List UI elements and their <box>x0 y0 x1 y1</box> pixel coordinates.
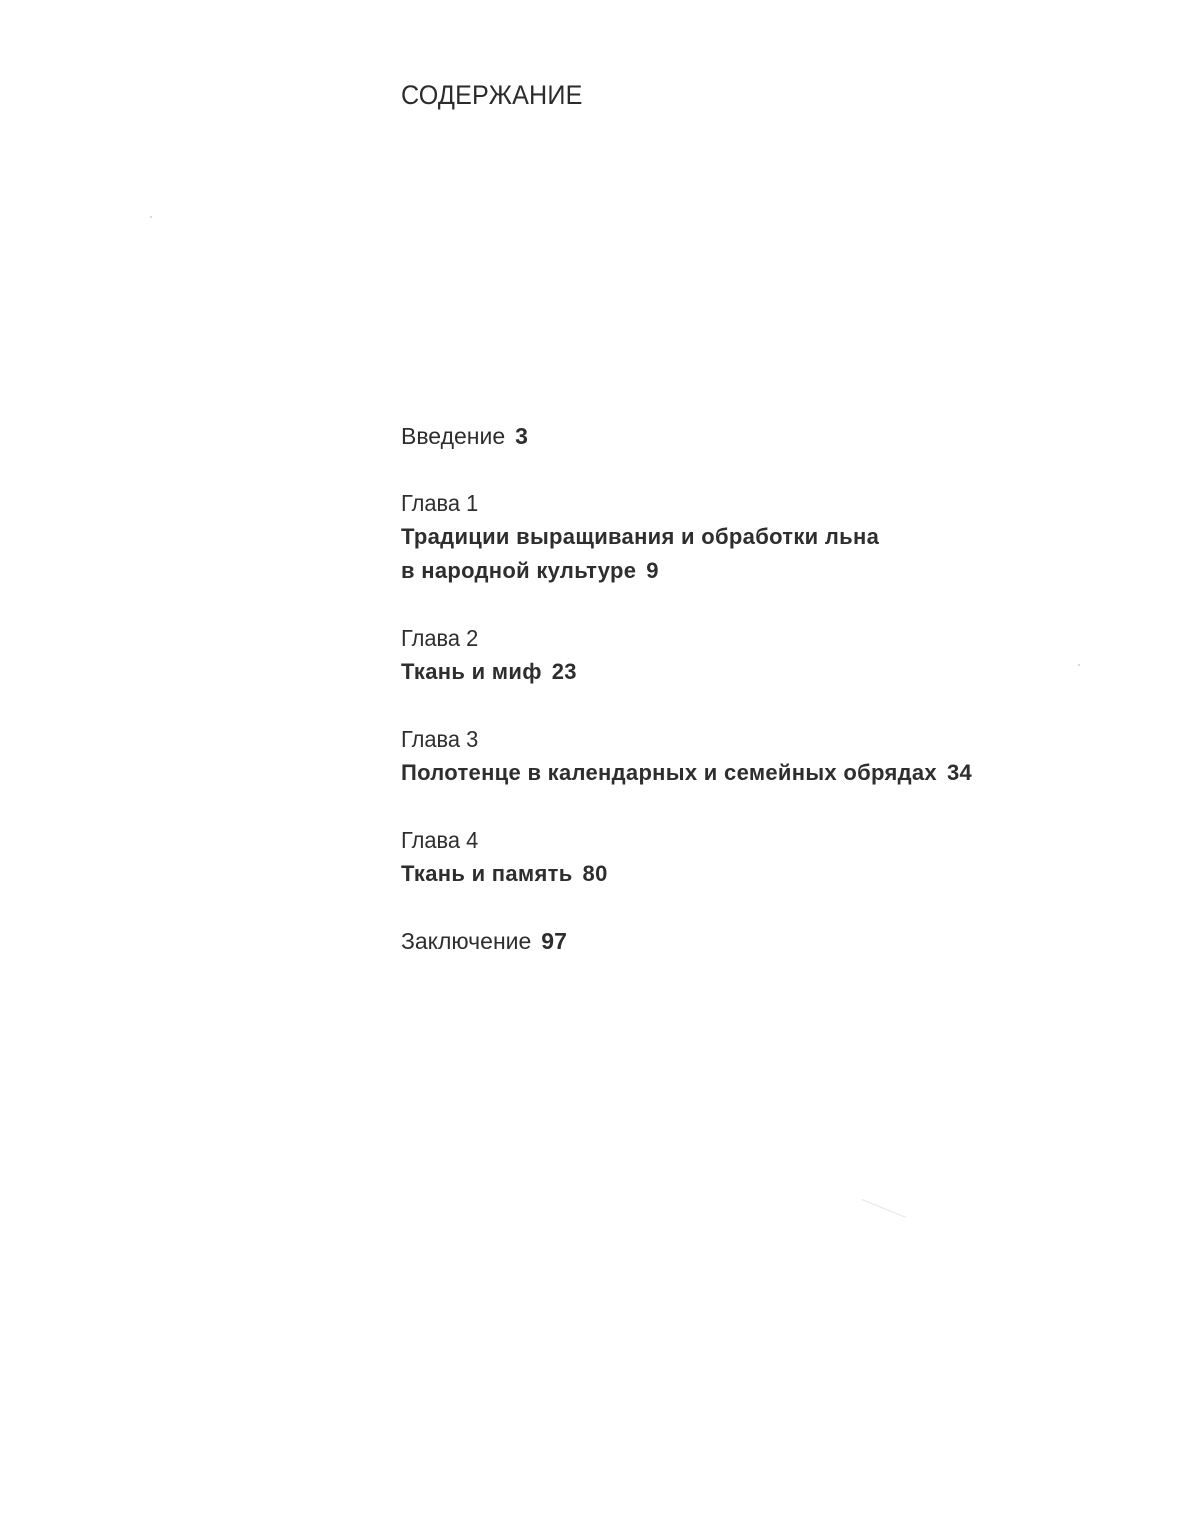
intro-label: Введение <box>401 423 506 449</box>
toc-entry-chapter-1 <box>401 486 879 588</box>
chapter-4-title-wrap <box>401 857 608 891</box>
chapter-3-label: Глава 3 <box>401 726 479 752</box>
intro-page-number: 3 <box>515 423 528 449</box>
chapter-3-title: Полотенце в календарных и семейных обрядах <box>401 760 937 785</box>
conclusion-label: Заключение <box>401 928 532 954</box>
conclusion-page-number: 97 <box>541 928 567 954</box>
toc-entry-chapter-3 <box>401 722 972 790</box>
toc-entry-intro <box>401 419 528 453</box>
scan-speck <box>1078 664 1080 666</box>
chapter-2-label: Глава 2 <box>401 625 479 651</box>
chapter-1-page-number: 9 <box>646 558 659 583</box>
toc-entry-conclusion <box>401 924 567 958</box>
chapter-1-title-line-1: Традиции выращивания и обработки льна <box>401 524 880 549</box>
chapter-3-title-wrap <box>401 756 972 790</box>
chapter-2-page-number: 23 <box>551 659 577 684</box>
scan-streak <box>862 1199 907 1218</box>
page-title: СОДЕРЖАНИЕ <box>401 80 583 110</box>
chapter-1-title-line-2: в народной культуре <box>401 558 637 583</box>
chapter-1-label: Глава 1 <box>401 490 479 516</box>
toc-entry-chapter-4 <box>401 823 608 891</box>
scan-speck <box>150 216 152 218</box>
chapter-2-title: Ткань и миф <box>401 659 542 684</box>
chapter-3-page-number: 34 <box>946 760 973 785</box>
chapter-4-page-number: 80 <box>582 861 608 886</box>
chapter-1-title-line-2-wrap <box>401 554 879 588</box>
chapter-4-title: Ткань и память <box>401 861 573 886</box>
chapter-4-label: Глава 4 <box>401 827 479 853</box>
chapter-2-title-wrap <box>401 655 577 689</box>
toc-entry-chapter-2 <box>401 621 577 689</box>
